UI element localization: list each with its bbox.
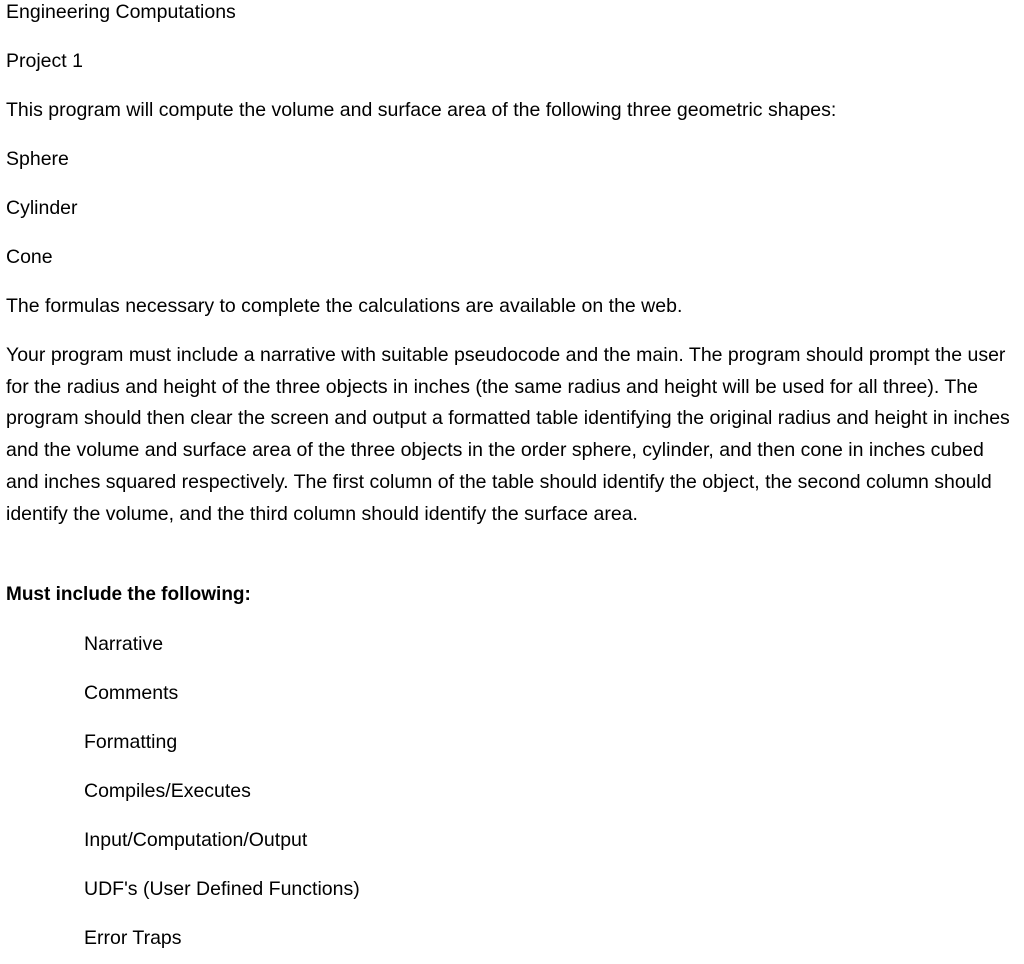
list-item-formatting: Formatting	[84, 731, 178, 753]
shape-sphere: Sphere	[6, 148, 69, 170]
project-title: Project 1	[6, 50, 83, 72]
list-item-compiles-executes: Compiles/Executes	[84, 780, 251, 802]
shape-cylinder: Cylinder	[6, 197, 78, 219]
list-item-narrative: Narrative	[84, 633, 164, 655]
shape-cone: Cone	[6, 246, 53, 268]
course-title: Engineering Computations	[6, 1, 236, 23]
must-include-heading: Must include the following:	[6, 584, 251, 605]
list-item-comments: Comments	[84, 682, 179, 704]
formulas-note: The formulas necessary to complete the calculations are available on the web.	[6, 295, 683, 317]
intro-text: This program will compute the volume and surface area of the following three geometric shapes:	[6, 99, 837, 121]
requirements-paragraph: Your program must include a narrative with suitable pseudocode and the main. The program should prompt the user for the radius and height of the three objects in inches (the same radius and height will be used for all three). The program should then clear the screen and output a formatted table identifying the original radius and height in inches and the volume and surface area of the three objects in the order sphere, cylinder, and then cone in inches cubed and inches squared respectively. The first column of the table should identify the object, the second column should identify the volume, and the third column should identify the surface area.	[6, 344, 1010, 525]
list-item-error-traps: Error Traps	[84, 927, 182, 949]
list-item-udfs: UDF's (User Defined Functions)	[84, 878, 360, 900]
list-item-input-computation-output: Input/Computation/Output	[84, 829, 308, 851]
